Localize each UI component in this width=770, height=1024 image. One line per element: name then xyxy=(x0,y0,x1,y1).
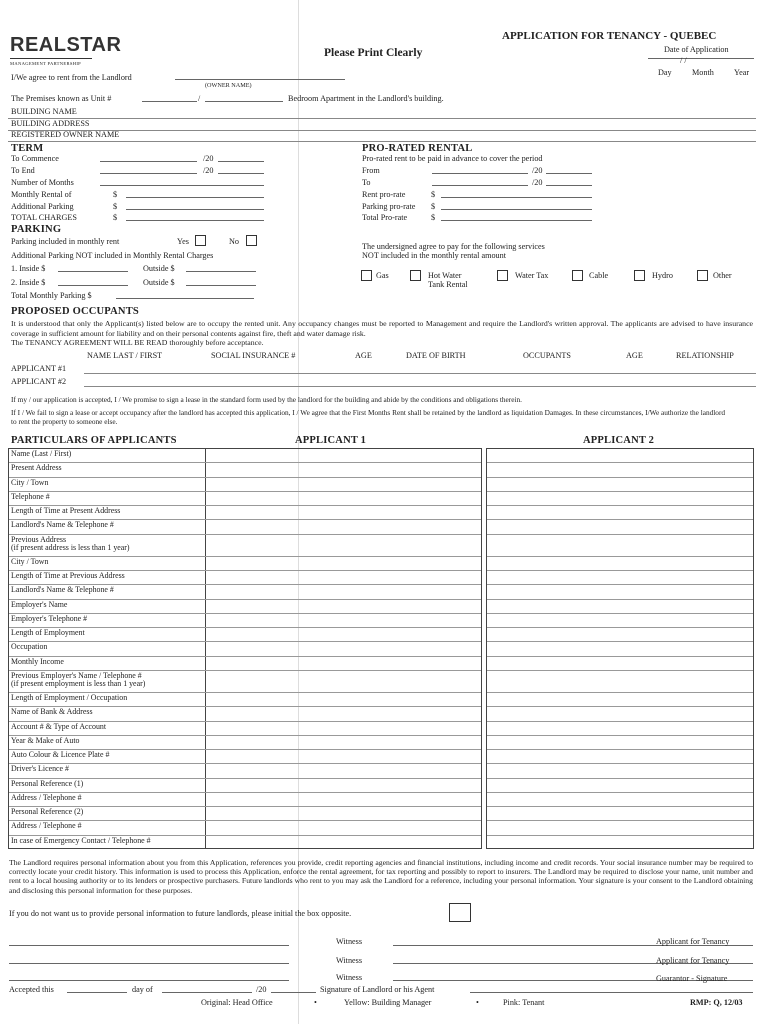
applicant1-cell[interactable] xyxy=(205,627,481,641)
end-year-prefix: /20 xyxy=(203,166,214,175)
applicant2-cell[interactable] xyxy=(487,706,753,720)
prorated-to-year-prefix: /20 xyxy=(532,178,543,187)
prorated-to-year-field[interactable] xyxy=(546,185,592,186)
col-sin: SOCIAL INSURANCE # xyxy=(211,351,296,360)
date-of-application-label: Date of Application xyxy=(664,45,729,54)
form-title: APPLICATION FOR TENANCY - QUEBEC xyxy=(502,30,717,42)
hot-water-label: Hot Water xyxy=(428,271,462,280)
parking-prorate-field[interactable] xyxy=(441,209,592,210)
inside1-field[interactable] xyxy=(58,271,128,272)
accepted-year-prefix: /20 xyxy=(256,985,267,994)
water-tax-checkbox[interactable] xyxy=(497,270,508,281)
logo-name: REALSTAR xyxy=(10,34,122,56)
particulars-row-label: Landlord's Name & Telephone # xyxy=(11,520,114,530)
applicant-tenancy-label-2: Applicant for Tenancy xyxy=(656,956,730,965)
applicant1-cell[interactable] xyxy=(205,656,481,670)
copy-original: Original: Head Office xyxy=(201,998,273,1007)
occupancy-terms xyxy=(11,319,753,348)
applicant1-cell[interactable] xyxy=(205,778,481,792)
witness1-label: Witness xyxy=(336,937,363,946)
applicant1-cell[interactable] xyxy=(205,534,481,556)
privacy-initial-note: If you do not want us to provide personal information to future landlords, please initial the box opposite. xyxy=(9,909,352,918)
month-label: Month xyxy=(692,68,714,77)
tank-rental-label: Tank Rental xyxy=(428,280,468,289)
water-tax-label: Water Tax xyxy=(515,271,549,280)
prorated-from-label: From xyxy=(362,166,380,175)
prorated-from-year-prefix: /20 xyxy=(532,166,543,175)
applicant1-cell[interactable] xyxy=(205,835,481,849)
applicant2-cell[interactable] xyxy=(487,534,753,556)
day-of-label: day of xyxy=(132,985,153,994)
print-clearly-note: Please Print Clearly xyxy=(324,47,423,59)
applicant1-cell[interactable] xyxy=(205,806,481,820)
applicant1-cell[interactable] xyxy=(205,792,481,806)
applicant2-cell[interactable] xyxy=(487,692,753,706)
prorated-note: Pro-rated rent to be paid in advance to cover the period xyxy=(362,154,543,163)
applicant2-cell[interactable] xyxy=(487,462,753,476)
hot-water-checkbox[interactable] xyxy=(410,270,421,281)
day-label: Day xyxy=(658,68,672,77)
building-name-field[interactable] xyxy=(8,118,756,119)
applicant1-cell[interactable] xyxy=(205,692,481,706)
applicant1-cell[interactable] xyxy=(205,613,481,627)
total-prorate-label: Total Pro-rate xyxy=(362,213,408,222)
applicant2-cell[interactable] xyxy=(487,763,753,777)
applicant1-cell[interactable] xyxy=(205,820,481,834)
col-name: NAME LAST / FIRST xyxy=(87,351,163,360)
end-year-field[interactable] xyxy=(218,173,264,174)
date-sep: / / xyxy=(680,56,687,65)
col-relationship: RELATIONSHIP xyxy=(676,351,734,360)
total-parking-label: Total Monthly Parking $ xyxy=(11,291,92,300)
col-dob: DATE OF BIRTH xyxy=(406,351,466,360)
applicant2-cell[interactable] xyxy=(487,477,753,491)
privacy-initial-box[interactable] xyxy=(449,903,471,922)
applicant2-cell[interactable] xyxy=(487,448,753,462)
particulars-row-label: Length of Time at Previous Address xyxy=(11,571,125,580)
commence-year-field[interactable] xyxy=(218,161,264,162)
particulars-row-label: Length of Employment xyxy=(11,628,85,638)
applicant1-cell[interactable] xyxy=(205,556,481,570)
inside2-label: 2. Inside $ xyxy=(11,278,46,287)
form-code: RMP: Q, 12/03 xyxy=(690,998,743,1007)
failure-note: If I / We fail to sign a lease or accept occupancy after the landlord has accepted this application, I / We agree that the First Months Rent shall be retained by the landlord as liquidation Damages. In these circumstances, I/We authorize the landlord to rent the property to someone else. xyxy=(11,408,726,426)
monthly-rental-label: Monthly Rental of xyxy=(11,190,72,199)
parking-heading: PARKING xyxy=(11,224,62,235)
inside2-field[interactable] xyxy=(58,285,128,286)
applicant1-cell[interactable] xyxy=(205,570,481,584)
parking-yes-label: Yes xyxy=(177,237,189,246)
particulars-row-label: Previous Address (if present address is less than 1 year) xyxy=(11,534,130,553)
total-charges-label: TOTAL CHARGES xyxy=(11,213,77,222)
hydro-checkbox[interactable] xyxy=(634,270,645,281)
particulars-row-label: Landlord's Name & Telephone # xyxy=(11,585,114,595)
applicant2-cell[interactable] xyxy=(487,806,753,820)
parking-prorate-dollar: $ xyxy=(431,202,436,211)
date-of-application-field[interactable] xyxy=(648,58,754,59)
outside2-field[interactable] xyxy=(186,285,256,286)
agree-text: I/We agree to rent from the Landlord xyxy=(11,73,132,82)
applicant1-cell[interactable] xyxy=(205,735,481,749)
particulars-row-label: Length of Employment / Occupation xyxy=(11,693,128,703)
number-of-months-field[interactable] xyxy=(100,185,264,186)
col-age: AGE xyxy=(355,351,372,360)
occupancy-terms-para1: It is understood that only the Applicant(s) listed below are to occupy the rented unit. Any occupancy changes must be reported to Management and require the Landlord's written approval. The applicants are advised to have insurance coverage in sufficient amount for liability and on their personal contents against fire, theft and water damage risk. xyxy=(11,319,753,338)
bedroom-text: Bedroom Apartment in the Landlord's building. xyxy=(288,94,444,103)
applicant1-row-label: APPLICANT #1 xyxy=(11,364,67,373)
landlord-name-field[interactable] xyxy=(175,79,345,80)
footer-bullet-1: • xyxy=(314,998,317,1007)
particulars-row-label: Length of Time at Present Address xyxy=(11,506,121,516)
guarantor-label: Guarantor - Signature xyxy=(656,974,728,983)
prorated-heading: PRO-RATED RENTAL xyxy=(362,143,473,154)
applicant1-cell[interactable] xyxy=(205,721,481,735)
inside1-label: 1. Inside $ xyxy=(11,264,46,273)
gas-checkbox[interactable] xyxy=(361,270,372,281)
particulars-row-label: Auto Colour & Licence Plate # xyxy=(11,750,110,760)
applicant2-cell[interactable] xyxy=(487,505,753,519)
particulars-heading: PARTICULARS OF APPLICANTS xyxy=(11,435,177,446)
term-heading: TERM xyxy=(11,143,44,154)
realstar-logo xyxy=(10,34,121,66)
prorated-to-field[interactable] xyxy=(432,185,528,186)
building-address-label: BUILDING ADDRESS xyxy=(11,119,90,128)
building-name-label: BUILDING NAME xyxy=(11,107,77,116)
total-parking-field[interactable] xyxy=(116,298,254,299)
outside2-label: Outside $ xyxy=(143,278,175,287)
outside1-label: Outside $ xyxy=(143,264,175,273)
applicant1-cell[interactable] xyxy=(205,477,481,491)
applicant2-cell[interactable] xyxy=(487,721,753,735)
premises-text: The Premises known as Unit # xyxy=(11,94,112,103)
prorated-from-year-field[interactable] xyxy=(546,173,592,174)
additional-parking-field[interactable] xyxy=(126,209,264,210)
applicant1-cell[interactable] xyxy=(205,599,481,613)
monthly-rental-dollar: $ xyxy=(113,190,118,199)
particulars-row-label: City / Town xyxy=(11,556,49,566)
outside1-field[interactable] xyxy=(186,271,256,272)
cable-checkbox[interactable] xyxy=(572,270,583,281)
gas-label: Gas xyxy=(376,271,389,280)
applicant-tenancy-label-1: Applicant for Tenancy xyxy=(656,937,730,946)
applicant2-heading: APPLICANT 2 xyxy=(583,435,655,446)
other-label: Other xyxy=(713,271,732,280)
applicant2-cell[interactable] xyxy=(487,556,753,570)
witness3-line[interactable] xyxy=(9,980,289,981)
applicant2-row-field[interactable] xyxy=(84,386,756,387)
rent-prorate-label: Rent pro-rate xyxy=(362,190,406,199)
total-charges-field[interactable] xyxy=(126,220,264,221)
particulars-row-label: Previous Employer's Name / Telephone # (if present employment is less than 1 year) xyxy=(11,670,146,689)
accepted-day-field[interactable] xyxy=(67,992,127,993)
particulars-row-label: Name (Last / First) xyxy=(11,449,72,458)
applicant1-cell[interactable] xyxy=(205,584,481,598)
applicant2-cell[interactable] xyxy=(487,613,753,627)
particulars-row-label: In case of Emergency Contact / Telephone # xyxy=(11,835,151,845)
proposed-occupants-heading: PROPOSED OCCUPANTS xyxy=(11,306,139,317)
prorated-from-field[interactable] xyxy=(432,173,528,174)
applicant2-cell[interactable] xyxy=(487,570,753,584)
applicant2-row-label: APPLICANT #2 xyxy=(11,377,67,386)
end-date-field[interactable] xyxy=(100,173,197,174)
col-occupant-age: AGE xyxy=(626,351,643,360)
applicant1-row-field[interactable] xyxy=(84,373,756,374)
copy-pink: Pink: Tenant xyxy=(503,998,545,1007)
applicant1-cell[interactable] xyxy=(205,491,481,505)
number-of-months-label: Number of Months xyxy=(11,178,74,187)
copy-yellow: Yellow: Building Manager xyxy=(344,998,432,1007)
applicant1-cell[interactable] xyxy=(205,763,481,777)
applicant1-cell[interactable] xyxy=(205,670,481,692)
parking-no-label: No xyxy=(229,237,240,246)
applicant2-cell[interactable] xyxy=(487,491,753,505)
applicant2-cell[interactable] xyxy=(487,519,753,533)
total-prorate-dollar: $ xyxy=(431,213,436,222)
landlord-signature-label: Signature of Landlord or his Agent xyxy=(320,985,435,994)
particulars-row-label: City / Town xyxy=(11,477,49,487)
particulars-row-label: Address / Telephone # xyxy=(11,821,82,831)
applicant1-cell[interactable] xyxy=(205,462,481,476)
witness3-label: Witness xyxy=(336,973,363,982)
cable-label: Cable xyxy=(589,271,609,280)
building-address-field[interactable] xyxy=(8,130,756,131)
particulars-row-label: Occupation xyxy=(11,642,48,652)
applicant2-cell[interactable] xyxy=(487,670,753,692)
accepted-this-label: Accepted this xyxy=(9,985,54,994)
to-end-label: To End xyxy=(11,166,35,175)
parking-yes-checkbox[interactable] xyxy=(195,235,206,246)
applicant2-cell[interactable] xyxy=(487,778,753,792)
witness2-label: Witness xyxy=(336,956,363,965)
applicant2-cell[interactable] xyxy=(487,835,753,849)
additional-parking-note: Additional Parking NOT included in Monthly Rental Charges xyxy=(11,251,214,260)
commence-year-prefix: /20 xyxy=(203,154,214,163)
col-occupants: OCCUPANTS xyxy=(523,351,571,360)
rent-prorate-field[interactable] xyxy=(441,197,592,198)
owner-name-caption: (OWNER NAME) xyxy=(205,82,252,89)
particulars-row-label: Year & Make of Auto xyxy=(11,735,80,745)
applicant2-cell[interactable] xyxy=(487,792,753,806)
services-not-included: NOT included in the monthly rental amount xyxy=(362,251,507,260)
parking-prorate-label: Parking pro-rate xyxy=(362,202,416,211)
additional-parking-dollar: $ xyxy=(113,202,118,211)
commence-date-field[interactable] xyxy=(100,161,197,162)
year-label: Year xyxy=(734,68,750,77)
landlord-signature-line[interactable] xyxy=(470,992,753,993)
hydro-label: Hydro xyxy=(652,271,673,280)
particulars-row-label: Employer's Name xyxy=(11,599,68,609)
footer-bullet-2: • xyxy=(476,998,479,1007)
applicant2-cell[interactable] xyxy=(487,656,753,670)
unit-number-field[interactable] xyxy=(142,101,197,102)
to-commence-label: To Commence xyxy=(11,154,59,163)
other-checkbox[interactable] xyxy=(697,270,708,281)
parking-no-checkbox[interactable] xyxy=(246,235,257,246)
occupancy-terms-para2: The TENANCY AGREEMENT WILL BE READ thoroughly before acceptance. xyxy=(11,338,264,347)
applicant1-cell[interactable] xyxy=(205,706,481,720)
particulars-row-label: Name of Bank & Address xyxy=(11,707,93,717)
registered-owner-label: REGISTERED OWNER NAME xyxy=(11,130,120,139)
particulars-row-label: Driver's Licence # xyxy=(11,764,69,774)
applicant2-cell[interactable] xyxy=(487,627,753,641)
particulars-row-label: Telephone # xyxy=(11,491,50,501)
particulars-row-label: Present Address xyxy=(11,463,62,473)
particulars-row-label: Account # & Type of Account xyxy=(11,721,107,731)
applicant1-cell[interactable] xyxy=(205,749,481,763)
particulars-row-label: Address / Telephone # xyxy=(11,792,82,802)
applicant2-cell[interactable] xyxy=(487,820,753,834)
total-charges-dollar: $ xyxy=(113,213,118,222)
prorated-to-label: To xyxy=(362,178,371,187)
accepted-year-field[interactable] xyxy=(271,992,316,993)
applicant2-cell[interactable] xyxy=(487,735,753,749)
accepted-month-field[interactable] xyxy=(162,992,252,993)
applicant1-heading: APPLICANT 1 xyxy=(295,435,367,446)
witness1-line[interactable] xyxy=(9,945,289,946)
privacy-notice: The Landlord requires personal information about you from this Application, references you provide, credit reporting agencies and financial institutions, including income and credit records. Your social insurance number may be required to correctly locate your credit history. This information is used to process this Application, enforce the rental agreement, for tax reporting and possibly to report to insurers. The Landlord may be required to disclose your name, unit number and rent to a local housing authority or to its lenders or prospective purchasers. Future landlords who rent to you may ask the Landlord for a reference, including your personal information. Your signature is your consent to the Landlord obtaining and disclosing this personal information for these purposes. xyxy=(9,858,753,895)
registered-owner-field[interactable] xyxy=(8,141,756,142)
monthly-rental-field[interactable] xyxy=(126,197,264,198)
witness2-line[interactable] xyxy=(9,963,289,964)
particulars-row-label: Monthly Income xyxy=(11,656,64,666)
additional-parking-label: Additional Parking xyxy=(11,202,74,211)
logo-sub: MANAGEMENT PARTNERSHIP xyxy=(10,61,82,66)
total-prorate-field[interactable] xyxy=(441,220,592,221)
rent-prorate-dollar: $ xyxy=(431,190,436,199)
applicant2-cell[interactable] xyxy=(487,599,753,613)
parking-included-label: Parking included in monthly rent xyxy=(11,237,120,246)
applicant2-cell[interactable] xyxy=(487,584,753,598)
bedroom-count-field[interactable] xyxy=(205,101,283,102)
applicant1-cell[interactable] xyxy=(205,505,481,519)
particulars-row-label: Personal Reference (2) xyxy=(11,807,84,817)
applicant1-cell[interactable] xyxy=(205,519,481,533)
applicant1-cell[interactable] xyxy=(205,641,481,655)
services-agree: The undersigned agree to pay for the following services xyxy=(362,242,545,251)
applicant2-cell[interactable] xyxy=(487,749,753,763)
unit-slash: / xyxy=(198,94,201,103)
applicant2-cell[interactable] xyxy=(487,641,753,655)
applicant1-cell[interactable] xyxy=(205,448,481,462)
particulars-row-label: Personal Reference (1) xyxy=(11,778,84,788)
particulars-row-label: Employer's Telephone # xyxy=(11,613,88,623)
acceptance-note: If my / our application is accepted, I / We promise to sign a lease in the standard form used by the landlord for the building and abide by the conditions and obligations therein. xyxy=(11,395,522,404)
